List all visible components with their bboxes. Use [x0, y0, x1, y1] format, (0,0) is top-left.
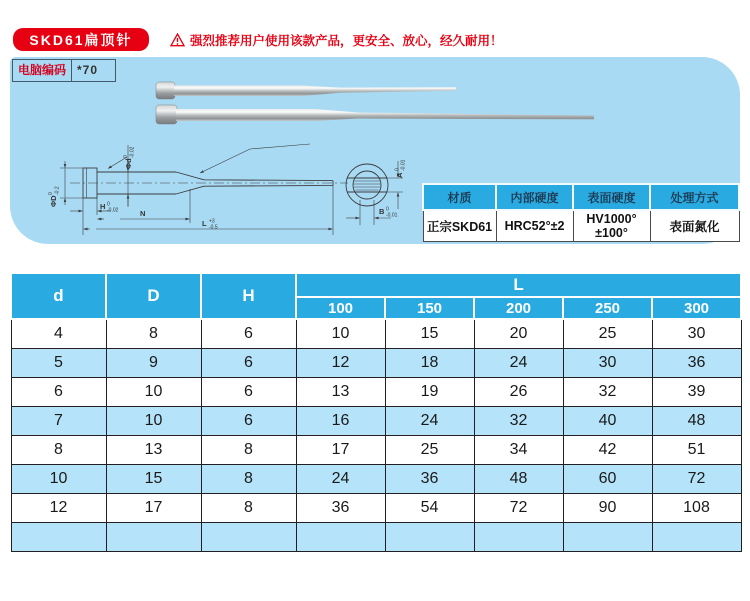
size-cell: [106, 523, 201, 552]
spec-header-core-hardness: 内部硬度: [496, 184, 573, 210]
computer-code-value: *70: [77, 63, 99, 77]
size-header-L-200: 200: [474, 297, 563, 319]
dim-D-tol-top: 0: [48, 192, 54, 195]
size-cell: 8: [11, 436, 106, 465]
size-cell: 25: [563, 319, 652, 349]
size-cell: 30: [563, 349, 652, 378]
dim-d-tol-top: 0: [123, 155, 129, 158]
size-cell: 6: [201, 319, 296, 349]
size-cell: 18: [385, 349, 474, 378]
size-table-row: [11, 523, 741, 552]
size-cell: 6: [11, 378, 106, 407]
size-cell: 36: [652, 349, 741, 378]
size-cell: 20: [474, 319, 563, 349]
size-cell: 24: [296, 465, 385, 494]
size-cell: [296, 523, 385, 552]
size-cell: 10: [11, 465, 106, 494]
product-title-badge: SKD61扁顶针: [13, 28, 149, 51]
dim-L-name: L: [202, 219, 207, 228]
size-cell: 7: [11, 407, 106, 436]
size-header-L-100: 100: [296, 297, 385, 319]
spec-value-core-hardness: HRC52°±2: [496, 210, 573, 242]
size-cell: 13: [106, 436, 201, 465]
size-cell: [652, 523, 741, 552]
spec-header-material: 材质: [423, 184, 496, 210]
spec-value-surface-hardness: HV1000°±100°: [573, 210, 650, 242]
dim-D-name: ΦD: [49, 195, 58, 207]
warning-note: [170, 31, 503, 49]
size-cell: 36: [385, 465, 474, 494]
size-cell: 16: [296, 407, 385, 436]
size-table-row: [11, 494, 741, 523]
size-cell: 51: [652, 436, 741, 465]
size-cell: 34: [474, 436, 563, 465]
size-cell: 4: [11, 319, 106, 349]
size-cell: 54: [385, 494, 474, 523]
size-cell: 15: [106, 465, 201, 494]
size-cell: 8: [201, 494, 296, 523]
size-header-L-300: 300: [652, 297, 741, 319]
size-cell: 9: [106, 349, 201, 378]
spec-header-surface-hardness: 表面硬度: [573, 184, 650, 210]
dim-d-name: Φd: [124, 158, 133, 169]
size-header-row-1: [11, 273, 741, 297]
size-cell: 40: [563, 407, 652, 436]
size-cell: 42: [563, 436, 652, 465]
dim-B-tol-top: 0: [386, 206, 389, 213]
photo-pin-long: [156, 105, 594, 124]
warning-text: 强烈推荐用户使用该款产品，更安全、放心，经久耐用！: [190, 34, 503, 48]
size-cell: 36: [296, 494, 385, 523]
dim-label-D: [48, 186, 61, 207]
size-cell: 24: [474, 349, 563, 378]
size-cell: 6: [201, 378, 296, 407]
size-table-header: [11, 273, 741, 319]
size-cell: 12: [11, 494, 106, 523]
dim-d-tol-bot: -0.02: [129, 146, 136, 158]
size-header-L-150: 150: [385, 297, 474, 319]
dim-A-tol-bot: -0.01: [400, 159, 407, 171]
dim-L-tol-top: +3: [209, 218, 215, 225]
size-cell: 15: [385, 319, 474, 349]
size-cell: 26: [474, 378, 563, 407]
size-table-body: [11, 319, 741, 552]
size-cell: 60: [563, 465, 652, 494]
dim-H-name: H: [100, 202, 106, 211]
size-header-L: L: [296, 273, 741, 297]
size-cell: 17: [106, 494, 201, 523]
size-header-L-250: 250: [563, 297, 652, 319]
size-cell: 72: [652, 465, 741, 494]
size-cell: 6: [201, 407, 296, 436]
size-cell: 72: [474, 494, 563, 523]
size-table-row: [11, 465, 741, 494]
dim-L-tol-bot: -0.5: [209, 224, 218, 231]
dim-B-name: B: [379, 207, 385, 216]
size-cell: [11, 523, 106, 552]
size-cell: 39: [652, 378, 741, 407]
material-spec-table: [422, 183, 740, 242]
dim-label-B: [379, 207, 398, 219]
size-cell: 10: [296, 319, 385, 349]
dim-D-tol-bot: -0.2: [54, 186, 61, 195]
size-header-D: D: [106, 273, 201, 319]
product-panel: [10, 57, 740, 244]
spec-value-treatment: 表面氮化: [650, 210, 739, 242]
size-cell: 6: [201, 349, 296, 378]
size-cell: 32: [563, 378, 652, 407]
dim-label-N: [140, 209, 145, 218]
size-cell: 25: [385, 436, 474, 465]
size-cell: 8: [106, 319, 201, 349]
dim-label-A: [395, 159, 407, 178]
warning-triangle-icon: [170, 33, 185, 47]
size-cell: 90: [563, 494, 652, 523]
size-table-row: [11, 436, 741, 465]
dim-B-tol-bot: -0.01: [386, 212, 398, 219]
size-cell: 48: [652, 407, 741, 436]
size-cell: 17: [296, 436, 385, 465]
dim-label-d: [123, 146, 136, 169]
dim-H-tol-top: 0: [107, 201, 110, 208]
spec-value-material: 正宗SKD61: [423, 210, 496, 242]
size-cell: 32: [474, 407, 563, 436]
spec-header-row: [423, 184, 739, 210]
size-cell: [201, 523, 296, 552]
size-cell: 30: [652, 319, 741, 349]
size-cell: [563, 523, 652, 552]
size-table-row: [11, 378, 741, 407]
dim-A-tol-top: 0: [394, 168, 401, 171]
size-header-H: H: [201, 273, 296, 319]
dim-N-name: N: [140, 209, 146, 218]
size-cell: 10: [106, 407, 201, 436]
photo-pin-short: [156, 82, 456, 99]
size-cell: 24: [385, 407, 474, 436]
dim-H-tol-bot: -0.02: [107, 207, 119, 214]
computer-code-label: 电脑编码: [13, 60, 72, 81]
size-table-row: [11, 319, 741, 349]
dim-label-H: [100, 202, 119, 214]
size-cell: 19: [385, 378, 474, 407]
dim-A-name: A: [395, 172, 404, 178]
size-cell: 8: [201, 465, 296, 494]
spec-value-row: [423, 210, 739, 242]
size-table: [10, 272, 742, 552]
size-cell: [474, 523, 563, 552]
size-table-row: [11, 407, 741, 436]
size-cell: [385, 523, 474, 552]
size-cell: 108: [652, 494, 741, 523]
size-cell: 8: [201, 436, 296, 465]
size-table-row: [11, 349, 741, 378]
size-cell: 10: [106, 378, 201, 407]
spec-header-treatment: 处理方式: [650, 184, 739, 210]
size-cell: 48: [474, 465, 563, 494]
size-cell: 5: [11, 349, 106, 378]
size-header-d: d: [11, 273, 106, 319]
size-cell: 12: [296, 349, 385, 378]
size-cell: 13: [296, 378, 385, 407]
